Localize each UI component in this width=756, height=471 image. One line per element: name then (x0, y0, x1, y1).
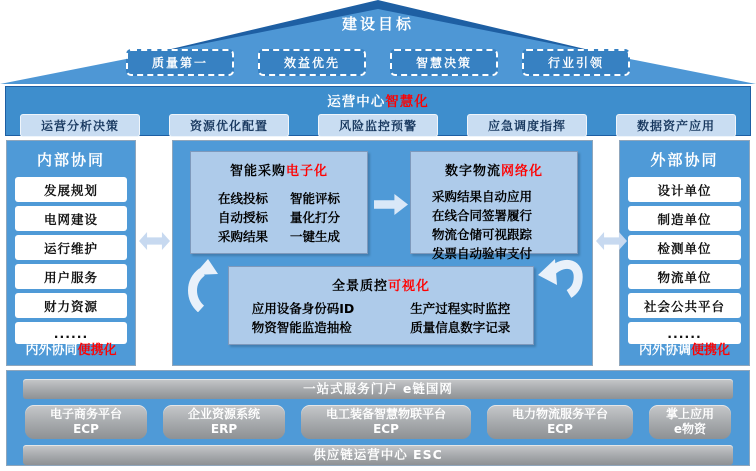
pillar-smart-decision: 智慧决策 (390, 49, 498, 76)
procurement-feature-col2 (290, 189, 340, 246)
external-footer-main: 内外协调 (638, 343, 691, 358)
internal-item-operation-maintenance: 运行维护 (15, 235, 127, 260)
feature-online-bidding: 在线投标 (217, 191, 268, 206)
feature-device-id: 应用设备身份码ID (251, 301, 355, 316)
procurement-feature-col1 (218, 189, 268, 246)
feature-result-auto-apply: 采购结果自动应用 (432, 189, 533, 204)
roof-title: 建设目标 (341, 15, 414, 33)
external-collaboration-panel (619, 140, 750, 366)
quality-feature-col1 (252, 299, 355, 337)
feature-realtime-monitoring: 生产过程实时监控 (410, 301, 511, 316)
internal-item-development-plan: 发展规划 (15, 177, 127, 202)
panoramic-quality-box (228, 266, 534, 345)
feature-online-contract: 在线合同签署履行 (432, 208, 533, 223)
system-name: 电力物流服务平台 (511, 407, 608, 421)
procurement-title-accent: 电子化 (286, 164, 329, 179)
operation-center-title (6, 90, 750, 110)
feature-warehouse-tracking: 物流仓储可视跟踪 (432, 227, 533, 242)
system-erp (163, 405, 285, 439)
system-name: 企业资源系统 (187, 407, 260, 421)
external-item-design-unit: 设计单位 (628, 177, 741, 202)
pillar-quality-first: 质量第一 (126, 49, 234, 76)
external-panel-footer (620, 339, 749, 358)
feature-invoice-auto-pay: 发票自动验审支付 (432, 246, 533, 261)
system-code: ECP (373, 422, 399, 436)
logistics-title-main: 数字物流 (444, 164, 501, 179)
internal-collaboration-panel (6, 140, 136, 366)
ops-button-risk-warning: 风险监控预警 (318, 114, 438, 137)
ops-button-emergency-dispatch: 应急调度指挥 (467, 114, 587, 137)
platform-layer-panel (6, 370, 750, 466)
system-name: 电子商务平台 (49, 407, 122, 421)
internal-exchange-arrow-icon (139, 232, 170, 250)
digital-logistics-box (410, 151, 578, 261)
internal-item-user-service: 用户服务 (15, 264, 127, 289)
external-item-inspection-unit: 检测单位 (628, 235, 741, 260)
internal-items (15, 177, 127, 344)
external-item-ellipsis: ...... (628, 322, 741, 344)
ops-button-analysis-decision: 运营分析决策 (20, 114, 140, 137)
internal-item-ellipsis: ...... (15, 322, 127, 344)
feature-smart-sampling: 物资智能监造抽检 (251, 320, 352, 335)
quality-feature-col2 (410, 299, 510, 337)
cycle-up-arrow-icon (186, 258, 228, 312)
operation-center-band (5, 86, 751, 136)
internal-footer-main: 内外协同 (25, 343, 78, 358)
logistics-feature-list (432, 187, 577, 263)
construction-goal-roof (0, 0, 756, 84)
internal-footer-accent: 便携化 (77, 343, 117, 358)
external-panel-title: 外部协同 (650, 151, 719, 169)
procurement-feature-columns (191, 189, 367, 246)
esc-bar: 供应链运营中心 ESC (23, 445, 733, 465)
external-item-logistics-unit: 物流单位 (628, 264, 741, 289)
pillar-benefit-first: 效益优先 (258, 49, 366, 76)
portal-bar: 一站式服务门户 e链国网 (23, 379, 733, 399)
operation-title-accent: 智慧化 (385, 94, 429, 110)
system-code: ECP (547, 422, 573, 436)
procurement-title-main: 智能采购 (229, 164, 286, 179)
system-mobile-app (649, 405, 731, 439)
internal-item-grid-construction: 电网建设 (15, 206, 127, 231)
procurement-to-logistics-arrow-icon (374, 194, 408, 215)
ops-button-resource-optimize: 资源优化配置 (169, 114, 289, 137)
internal-panel-title: 内部协同 (36, 151, 105, 169)
procurement-title (191, 160, 367, 179)
system-ecp-ecommerce (25, 405, 147, 439)
system-smart-iot-platform (301, 405, 471, 439)
feature-digital-records: 质量信息数字记录 (410, 320, 511, 335)
external-item-manufacture-unit: 制造单位 (628, 206, 741, 231)
quality-feature-columns (229, 299, 533, 337)
feature-auto-award: 自动授标 (217, 210, 268, 225)
feature-quantified-scoring: 量化打分 (290, 210, 341, 225)
internal-item-financial-resource: 财力资源 (15, 293, 127, 318)
operation-title-main: 运营中心 (327, 94, 386, 110)
external-item-public-platform: 社会公共平台 (628, 293, 741, 318)
core-process-panel (172, 140, 593, 366)
operation-buttons-row (6, 114, 750, 137)
internal-panel-footer (7, 339, 135, 358)
system-code: ERP (210, 422, 238, 436)
feature-procurement-result: 采购结果 (217, 229, 268, 244)
external-items (628, 177, 741, 344)
ops-button-data-asset: 数据资产应用 (616, 114, 736, 137)
quality-title-main: 全景质控 (331, 279, 388, 294)
system-code: e物资 (673, 422, 707, 436)
feature-smart-evaluation: 智能评标 (290, 191, 341, 206)
system-name: 掌上应用 (665, 407, 714, 421)
smart-procurement-box (190, 151, 368, 254)
system-name: 电工装备智慧物联平台 (325, 407, 446, 421)
system-code: ECP (73, 422, 99, 436)
cycle-return-arrow-icon (538, 256, 586, 298)
external-footer-accent: 便携化 (691, 343, 731, 358)
logistics-title-accent: 网络化 (501, 164, 544, 179)
pillar-industry-leading: 行业引领 (522, 49, 630, 76)
goal-pillars-row (0, 49, 756, 76)
systems-row (25, 405, 731, 439)
quality-title-accent: 可视化 (388, 279, 431, 294)
logistics-title (411, 160, 577, 179)
system-logistics-service-platform (487, 405, 633, 439)
feature-one-click-generate: 一键生成 (290, 229, 341, 244)
quality-title (229, 275, 533, 294)
